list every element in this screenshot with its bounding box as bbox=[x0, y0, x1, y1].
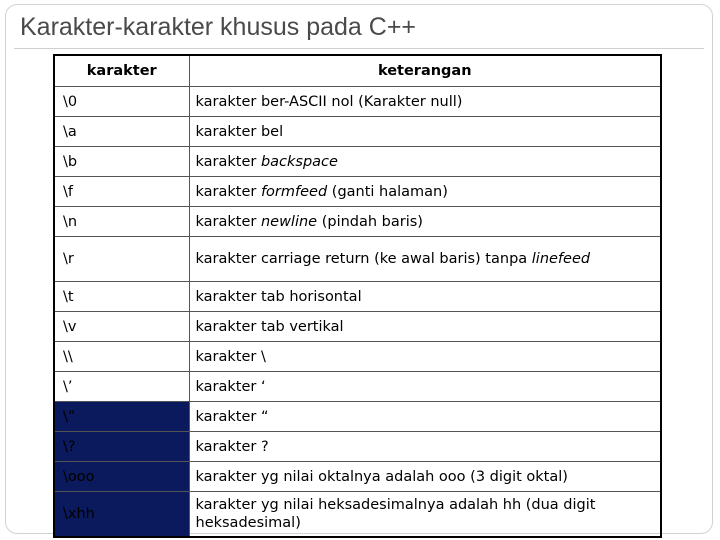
escape-code-cell: \’ bbox=[54, 372, 189, 402]
header-karakter: karakter bbox=[54, 55, 189, 87]
description-text: karakter ber-ASCII nol (Karakter null) bbox=[195, 93, 463, 110]
escape-code-cell: \? bbox=[54, 432, 189, 462]
description-cell bbox=[189, 432, 661, 462]
description-text: karakter bel bbox=[195, 123, 284, 140]
escape-characters-table bbox=[53, 54, 662, 538]
description-cell bbox=[189, 87, 661, 117]
description-text: karakter “ bbox=[195, 408, 269, 425]
description-text: karakter bbox=[195, 183, 261, 200]
table-row bbox=[54, 87, 661, 117]
table-row bbox=[54, 117, 661, 147]
escape-code-cell: \r bbox=[54, 237, 189, 282]
description-cell bbox=[189, 282, 661, 312]
description-term-italic: backspace bbox=[260, 153, 338, 170]
description-cell bbox=[189, 312, 661, 342]
escape-code-cell: \b bbox=[54, 147, 189, 177]
description-text: karakter bbox=[195, 153, 261, 170]
escape-code-cell: \v bbox=[54, 312, 189, 342]
description-text: karakter yg nilai heksadesimalnya adalah hh (dua digit heksadesimal) bbox=[195, 497, 596, 531]
table-row bbox=[54, 342, 661, 372]
escape-code-cell: \t bbox=[54, 282, 189, 312]
description-text: (ganti halaman) bbox=[327, 183, 448, 200]
description-cell bbox=[189, 462, 661, 492]
description-text: (pindah baris) bbox=[317, 213, 423, 230]
description-text: karakter ? bbox=[195, 438, 269, 455]
slide-title: Karakter-karakter khusus pada C++ bbox=[20, 13, 417, 41]
escape-code-cell: \n bbox=[54, 207, 189, 237]
table-row bbox=[54, 177, 661, 207]
description-term-italic: linefeed bbox=[531, 251, 591, 267]
escape-code-cell: \\ bbox=[54, 342, 189, 372]
title-divider bbox=[14, 48, 704, 49]
description-cell bbox=[189, 147, 661, 177]
description-cell bbox=[189, 492, 661, 538]
table-row bbox=[54, 492, 661, 538]
header-keterangan: keterangan bbox=[189, 55, 661, 87]
table-row bbox=[54, 147, 661, 177]
description-text: karakter tab vertikal bbox=[195, 318, 344, 335]
description-term-italic: formfeed bbox=[260, 183, 328, 200]
table-row bbox=[54, 282, 661, 312]
table-row bbox=[54, 402, 661, 432]
description-cell bbox=[189, 177, 661, 207]
description-text: karakter yg nilai oktalnya adalah ooo (3 digit oktal) bbox=[195, 468, 568, 485]
escape-code-cell: \” bbox=[54, 402, 189, 432]
table-row bbox=[54, 312, 661, 342]
table-row bbox=[54, 372, 661, 402]
escape-code-cell: \ooo bbox=[54, 462, 189, 492]
escape-code-cell: \xhh bbox=[54, 492, 189, 538]
description-cell bbox=[189, 342, 661, 372]
description-text: karakter \ bbox=[195, 348, 266, 365]
description-term-italic: newline bbox=[260, 213, 318, 230]
table-header-row bbox=[54, 55, 661, 87]
description-text: karakter ‘ bbox=[195, 378, 266, 395]
description-cell bbox=[189, 402, 661, 432]
escape-code-cell: \a bbox=[54, 117, 189, 147]
description-cell bbox=[189, 117, 661, 147]
table-row bbox=[54, 237, 661, 282]
description-text: karakter tab horisontal bbox=[195, 288, 362, 305]
description-cell bbox=[189, 237, 661, 282]
table-row bbox=[54, 462, 661, 492]
description-cell bbox=[189, 207, 661, 237]
table-row bbox=[54, 432, 661, 462]
table-row bbox=[54, 207, 661, 237]
description-text: karakter bbox=[195, 213, 261, 230]
escape-code-cell: \0 bbox=[54, 87, 189, 117]
description-text: karakter carriage return (ke awal baris) tanpa bbox=[195, 251, 532, 267]
description-cell bbox=[189, 372, 661, 402]
escape-code-cell: \f bbox=[54, 177, 189, 207]
